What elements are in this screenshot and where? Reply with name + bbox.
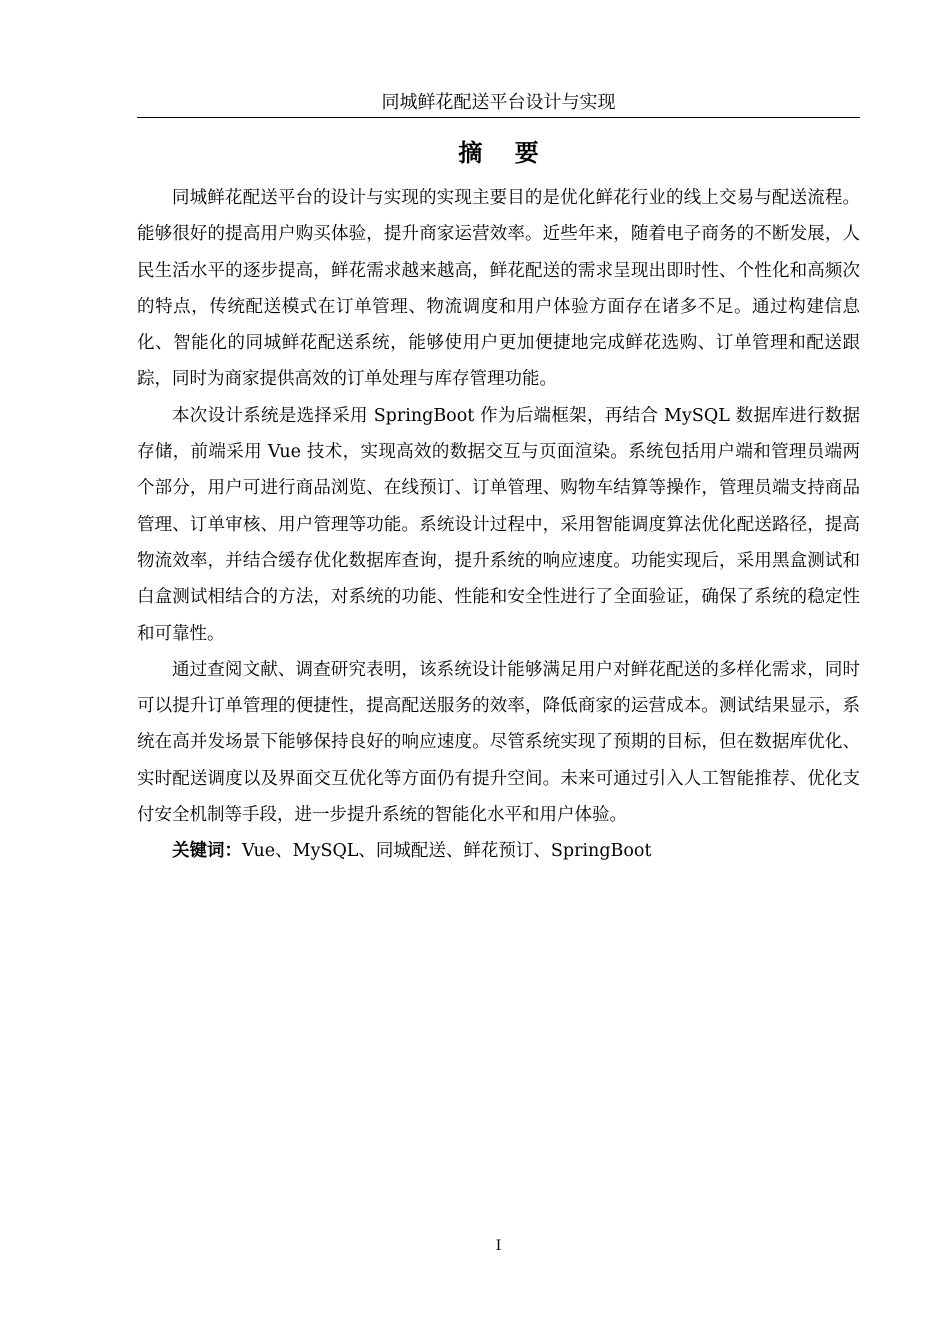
running-header: 同城鲜花配送平台设计与实现 <box>381 92 616 113</box>
abstract-paragraph-3: 通过查阅文献、调查研究表明，该系统设计能够满足用户对鲜花配送的多样化需求，同时可以提升订单管理的便捷性，提高配送服务的效率，降低商家的运营成本。测试结果显示，系统在高并发场景下能够保持良好的响应速度。尽管系统实现了预期的目标，但在数据库优化、实时配送调度以及界面交互优化等方面仍有提升空间。未来可通过引入人工智能推荐、优化支付安全机制等手段，进一步提升系统的智能化水平和用户体验。 <box>137 659 860 826</box>
abstract-paragraph-2: 本次设计系统是选择采用 SpringBoot 作为后端框架，再结合 MySQL 数据库进行数据存储，前端采用 Vue 技术，实现高效的数据交互与页面渲染。系统包括用户端和管理员端两个部分，用户可进行商品浏览、在线预订、订单管理、购物车结算等操作，管理员端支持商品管理、订单审核、用户管理等功能。系统设计过程中，采用智能调度算法优化配送路径，提高物流效率，并结合缓存优化数据库查询，提升系统的响应速度。功能实现后，采用黑盒测试和白盒测试相结合的方法，对系统的功能、性能和安全性进行了全面验证，确保了系统的稳定性和可靠性。 <box>137 405 860 644</box>
abstract-paragraph-1: 同城鲜花配送平台的设计与实现的实现主要目的是优化鲜花行业的线上交易与配送流程。能够很好的提高用户购买体验，提升商家运营效率。近些年来，随着电子商务的不断发展，人民生活水平的逐步提高，鲜花需求越来越高，鲜花配送的需求呈现出即时性、个性化和高频次的特点，传统配送模式在订单管理、物流调度和用户体验方面存在诸多不足。通过构建信息化、智能化的同城鲜花配送系统，能够使用户更加便捷地完成鲜花选购、订单管理和配送跟踪，同时为商家提供高效的订单处理与库存管理功能。 <box>137 188 860 390</box>
header-divider <box>137 117 860 118</box>
abstract-body <box>137 180 860 870</box>
abstract-title: 摘 要 <box>458 139 551 167</box>
keywords-line <box>137 833 860 869</box>
keywords-label: 关键词： <box>172 841 242 862</box>
keywords-value: Vue、MySQL、同城配送、鲜花预订、SpringBoot <box>242 841 652 862</box>
page-number: I <box>495 1238 502 1254</box>
